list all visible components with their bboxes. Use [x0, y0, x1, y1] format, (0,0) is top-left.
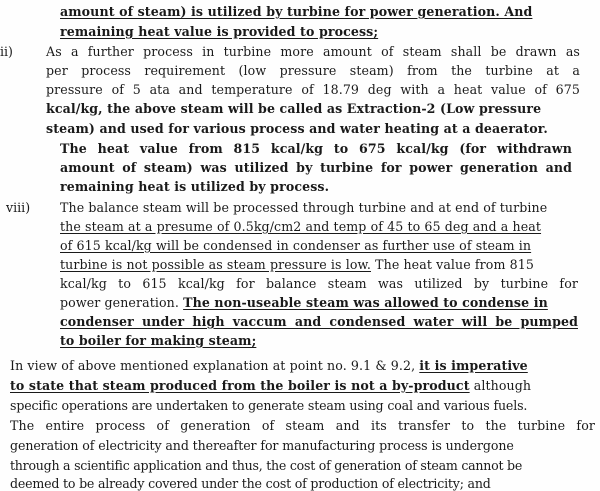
text-line: condenser under high vaccum and condensed water will be pumped [60, 314, 578, 329]
text-line: The balance steam will be processed through turbine and at end of turbine [60, 200, 548, 215]
bold-underlined-text: it is imperative [419, 358, 528, 373]
text-line: The entire process of generation of steam and its transfer to the turbine for [10, 418, 595, 433]
text-line: of 615 kcal/kg will be condensed in condenser as further use of steam in [60, 238, 532, 253]
text-segment: The heat value from 815 [371, 257, 534, 272]
text-segment: although [469, 378, 532, 393]
text-line: kcal/kg to 615 kcal/kg for balance steam was utilized by turbine for [60, 276, 578, 291]
text-line [60, 257, 534, 272]
text-line: pressure of 5 ata and temperature of 18.79 deg with a heat value of 675 [46, 82, 580, 97]
bold-underlined-text: The non-useable steam was allowed to condense in [183, 295, 548, 310]
text-line: deemed to be already covered under the cost of production of electricity; and [10, 476, 491, 491]
text-line: As a further process in turbine more amount of steam shall be drawn as [46, 44, 580, 59]
item-number: ii) [0, 44, 13, 59]
text-line [10, 378, 531, 393]
text-line: to boiler for making steam; [60, 333, 257, 348]
text-segment: power generation. [60, 295, 184, 310]
underlined-text: turbine is not possible as steam pressure is low. [60, 257, 371, 272]
text-line: through a scientific application and thus, the cost of generation of steam cannot be [10, 458, 523, 473]
text-line: the steam at a presume of 0.5kg/cm2 and temp of 45 to 65 deg and a heat [60, 219, 542, 234]
text-line: per process requirement (low pressure steam) from the turbine at a [46, 63, 580, 78]
text-line: generation of electricity and thereafter for manufacturing process is undergone [10, 438, 514, 453]
text-segment: In view of above mentioned explanation at point no. 9.1 & 9.2, [10, 358, 420, 373]
text-line: steam) and used for various process and water heating at a deaerator. [46, 121, 548, 136]
item-number: viii) [6, 200, 31, 215]
text-line: remaining heat is utilized by process. [60, 179, 330, 194]
text-line: amount of steam) is utilized by turbine for power generation. And [60, 4, 533, 19]
text-line [60, 295, 548, 310]
text-line: The heat value from 815 kcal/kg to 675 kcal/kg (for withdrawn [60, 141, 572, 156]
bold-underlined-text: to state that steam produced from the boiler is not a by-product [10, 378, 470, 393]
text-line [10, 358, 528, 373]
text-line: kcal/kg, the above steam will be called as Extraction-2 (Low pressure [46, 101, 542, 116]
text-line: remaining heat value is provided to process; [60, 24, 379, 39]
text-line: specific operations are undertaken to generate steam using coal and various fuels. [10, 398, 528, 413]
text-line: amount of steam) was utilized by turbine for power generation and [60, 160, 572, 175]
